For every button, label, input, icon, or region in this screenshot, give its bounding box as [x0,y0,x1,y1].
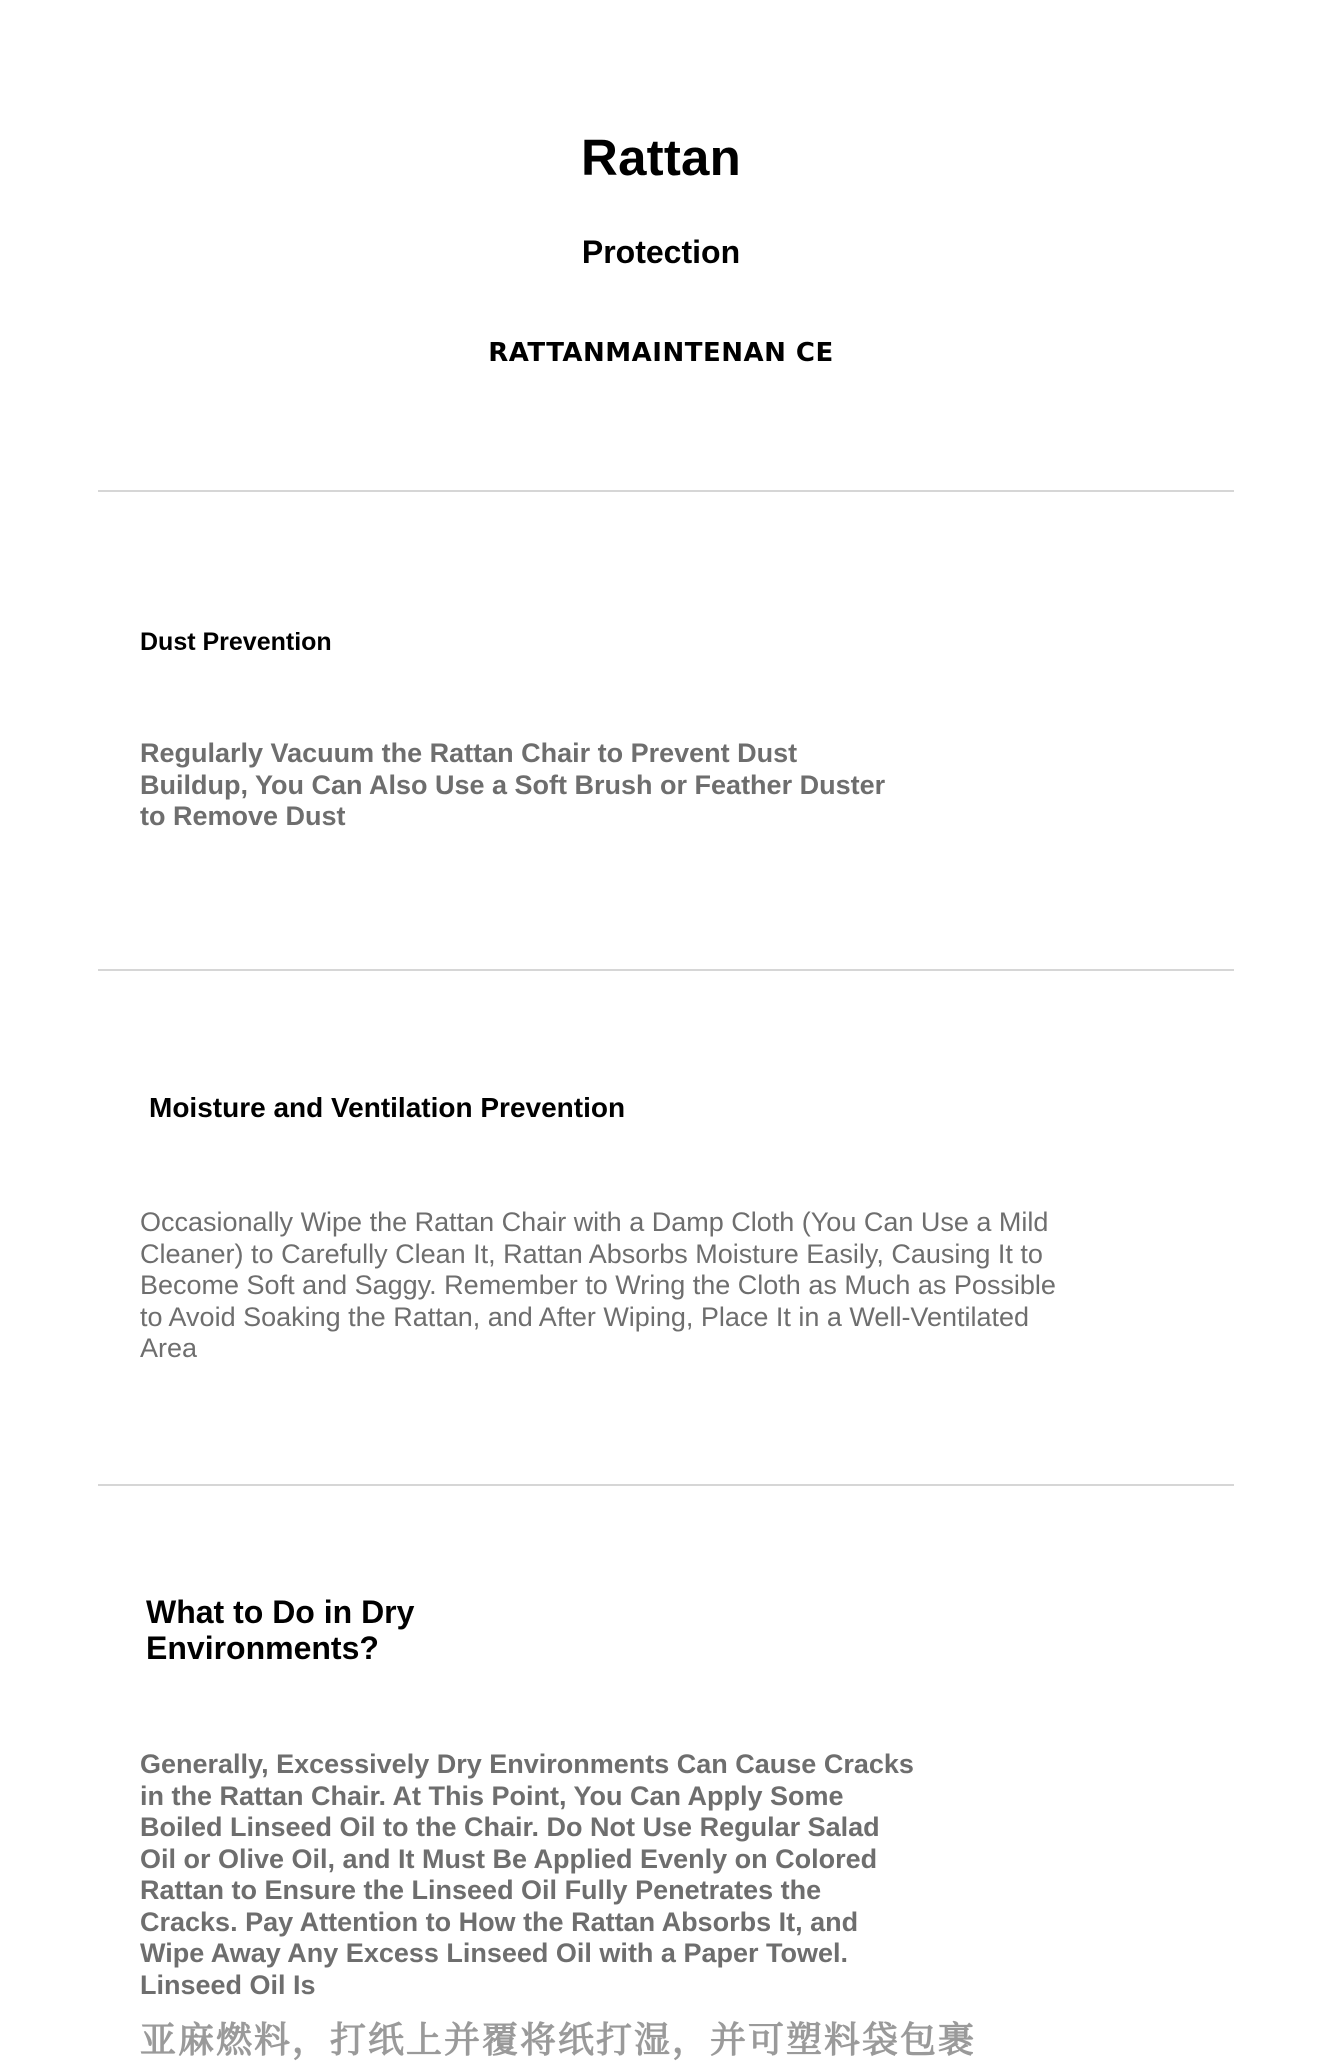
section-divider [98,1484,1234,1486]
cut-off-text-line: 亚麻燃料，打纸上并覆将纸打湿，并可塑料袋包裹 [140,2019,977,2060]
section-body-dust-prevention: Regularly Vacuum the Rattan Chair to Prevent Dust Buildup, You Can Also Use a Soft Brush or Feather Duster to Remove Dust [140,738,886,831]
section-body-dry-environments: Generally, Excessively Dry Environments Can Cause Cracks in the Rattan Chair. At This Point, You Can Apply Some Boiled Linseed Oil to the Chair. Do Not Use Regular Salad Oil or Olive Oil, and It Must Be Applied Evenly on Colored Rattan to Ensure the Linseed Oil Fully Penetrates the Cracks. Pay Attention to How the Rattan Absorbs It, and Wipe Away Any Excess Linseed Oil with a Paper Towel. Linseed Oil Is [140,1749,914,2000]
section-heading-dust-prevention: Dust Prevention [140,628,332,656]
section-heading-dry-environments: What to Do in Dry Environments? [146,1594,415,1666]
document-title: Rattan [581,129,741,186]
section-divider [98,969,1234,971]
section-body-moisture-ventilation: Occasionally Wipe the Rattan Chair with a Damp Cloth (You Can Use a Mild Cleaner) to Carefully Clean It, Rattan Absorbs Moisture Easily, Causing It to Become Soft and Saggy. Remember to Wring the Cloth as Much as Possible to Avoid Soaking the Rattan, and After Wiping, Place It in a Well-Ventilated Area [140,1207,1056,1363]
section-heading-moisture-ventilation: Moisture and Ventilation Prevention [149,1092,626,1123]
document-kicker: RATTANMAINTENAN CE [488,338,834,368]
section-divider [98,490,1234,492]
document-subtitle: Protection [581,234,741,270]
